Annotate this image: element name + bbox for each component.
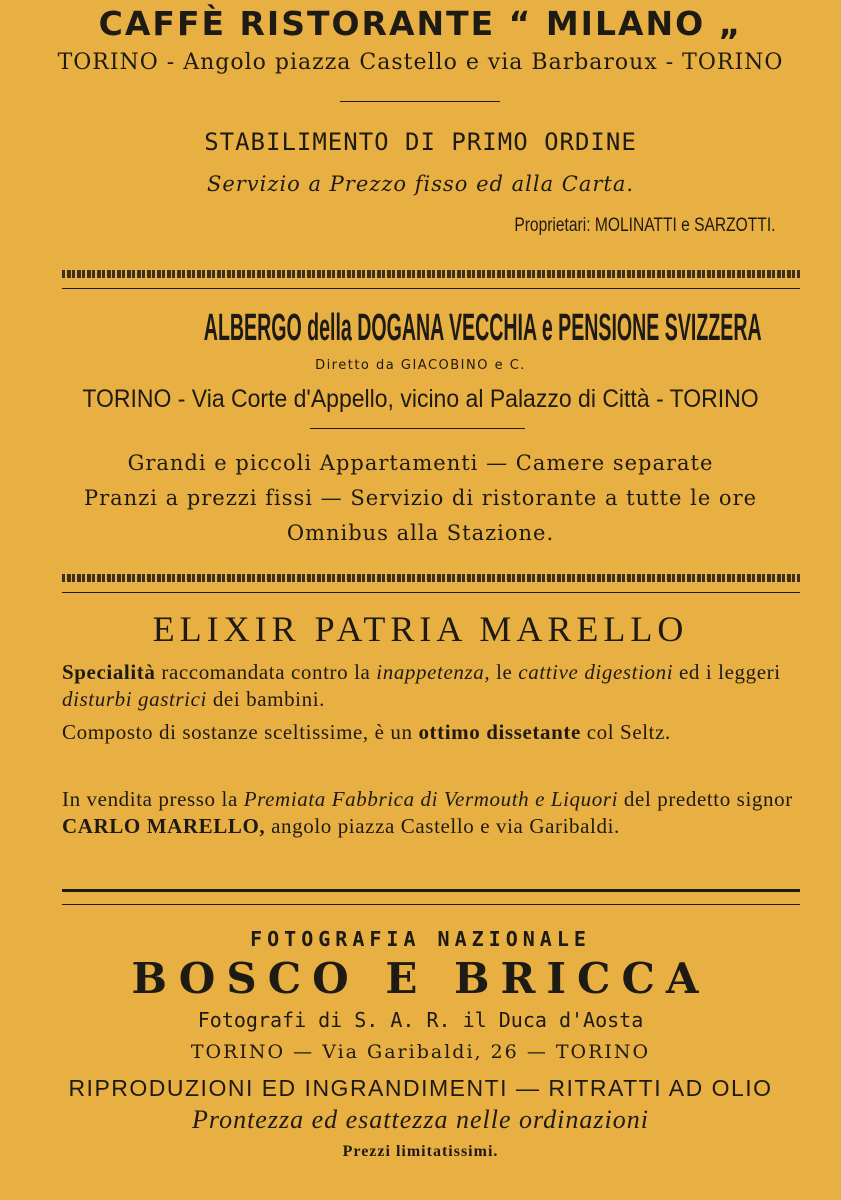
- elixir-paragraph-2: [62, 719, 822, 746]
- text-run: dei bambini.: [206, 687, 325, 711]
- caffe-owners: Proprietari: MOLINATTI e SARZOTTI.: [513, 215, 775, 236]
- fotografia-promptness: Prontezza ed esattezza nelle ordinazioni: [192, 1105, 649, 1134]
- short-divider: [310, 428, 525, 429]
- text-run: In vendita presso la: [62, 787, 244, 811]
- elixir-title: ELIXIR PATRIA MARELLO: [152, 609, 689, 649]
- text-run: inappetenza,: [376, 660, 491, 684]
- fotografia-subtitle: Fotografi di S. A. R. il Duca d'Aosta: [197, 1008, 644, 1032]
- ornamental-divider: [62, 574, 800, 582]
- albergo-line-2: Pranzi a prezzi fissi — Servizio di ristorante a tutte le ore: [83, 486, 758, 510]
- text-run: ottimo dissetante: [418, 720, 581, 744]
- text-run: Premiata Fabbrica di Vermouth e Liquori: [243, 787, 619, 811]
- caffe-title: CAFFÈ RISTORANTE “ MILANO „: [98, 4, 743, 43]
- elixir-paragraph-3: [62, 786, 822, 840]
- short-divider: [340, 101, 500, 102]
- divider-line: [62, 592, 800, 593]
- divider-line: [62, 288, 800, 289]
- double-divider-bottom: [62, 904, 800, 905]
- caffe-service: Servizio a Prezzo fisso ed alla Carta.: [206, 172, 635, 196]
- text-run: cattive digestioni: [518, 660, 674, 684]
- double-divider-top: [62, 889, 800, 892]
- ornamental-divider: [62, 270, 800, 278]
- fotografia-title: FOTOGRAFIA NAZIONALE: [250, 927, 591, 951]
- albergo-directed-by: Diretto da GIACOBINO e C.: [315, 358, 526, 373]
- albergo-line-1: Grandi e piccoli Appartamenti — Camere separate: [127, 451, 714, 475]
- albergo-title: ALBERGO della DOGANA VECCHIA e PENSIONE SVIZZERA: [203, 307, 762, 349]
- text-run: ed i leggeri: [673, 660, 781, 684]
- text-run: col Seltz.: [580, 720, 671, 744]
- text-run: disturbi gastrici: [62, 687, 207, 711]
- text-run: del predetto signor: [618, 787, 793, 811]
- elixir-paragraph-1: [62, 659, 822, 713]
- albergo-address: TORINO - Via Corte d'Appello, vicino al Palazzo di Città - TORINO: [82, 385, 759, 413]
- text-run: Composto di sostanze sceltissime, è un: [62, 720, 419, 744]
- text-run: angolo piazza Castello e via Garibaldi.: [265, 814, 620, 838]
- text-run: raccomandata contro la: [155, 660, 377, 684]
- fotografia-services: RIPRODUZIONI ED INGRANDIMENTI — RITRATTI AD OLIO: [68, 1075, 773, 1101]
- fotografia-name: BOSCO E BRICCA: [131, 954, 710, 1003]
- caffe-address: TORINO - Angolo piazza Castello e via Barbaroux - TORINO: [57, 50, 784, 75]
- albergo-line-3: Omnibus alla Stazione.: [286, 521, 555, 545]
- fotografia-address: TORINO — Via Garibaldi, 26 — TORINO: [190, 1041, 651, 1063]
- fotografia-prices: Prezzi limitatissimi.: [342, 1143, 499, 1160]
- text-run: CARLO MARELLO,: [62, 814, 266, 838]
- caffe-subtitle: STABILIMENTO DI PRIMO ORDINE: [204, 128, 637, 156]
- text-run: Specialità: [62, 660, 156, 684]
- text-run: le: [490, 660, 519, 684]
